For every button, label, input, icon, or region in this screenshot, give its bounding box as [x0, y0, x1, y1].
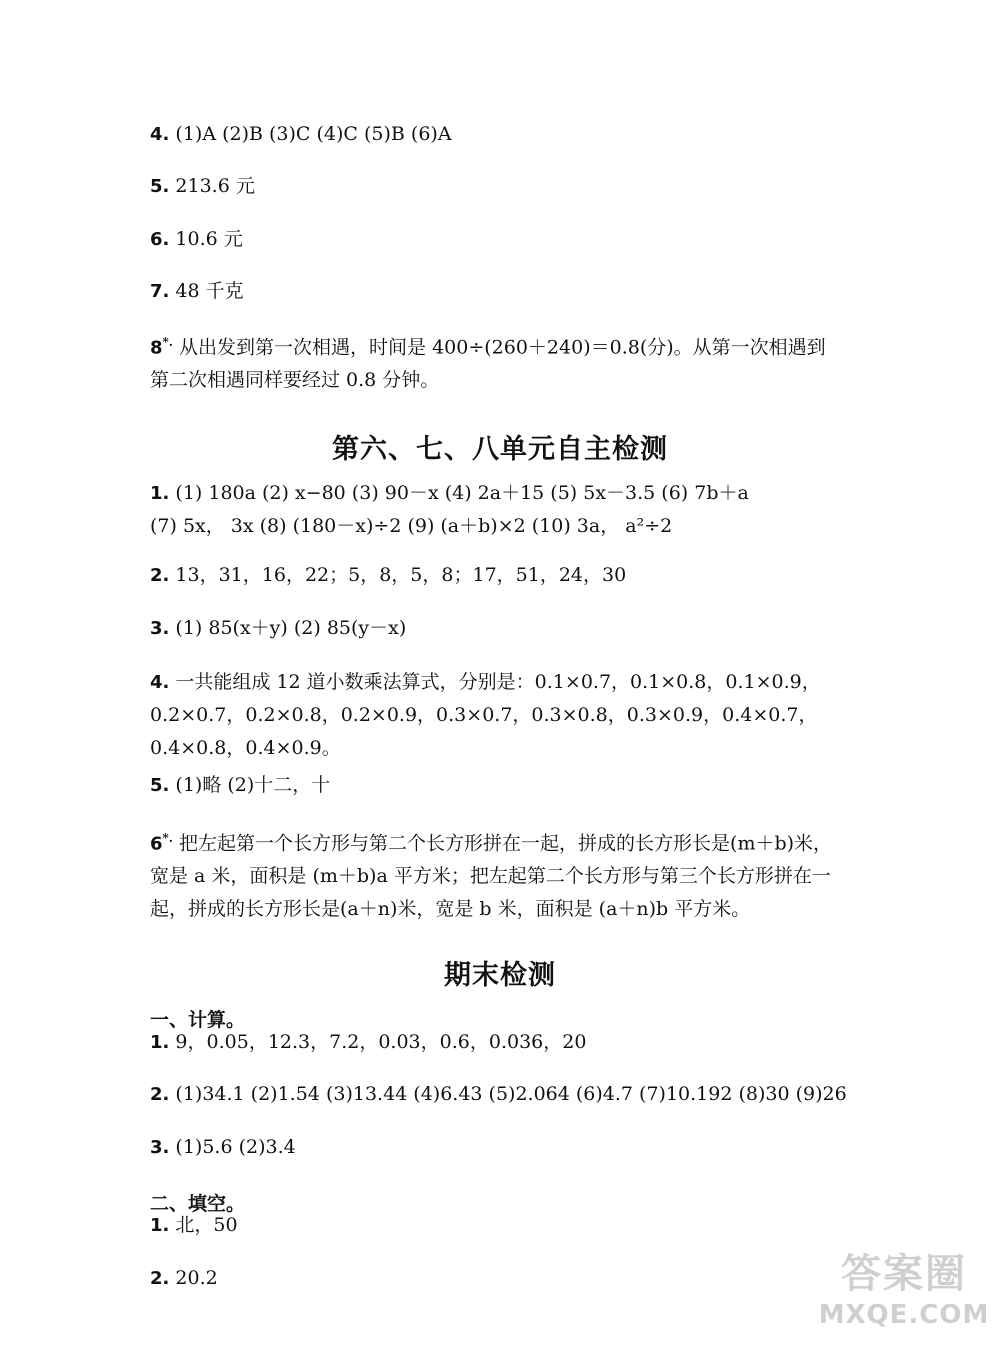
- item-number: 3.: [150, 1137, 170, 1158]
- challenge-star: *.: [162, 335, 173, 349]
- answer-b3: [150, 612, 860, 645]
- section-title-final-exam: 期末检测: [444, 960, 556, 991]
- item-number: 5.: [150, 176, 170, 197]
- item-text: (1) 180a (2) x−80 (3) 90－x (4) 2a＋15 (5) 5x－3.5 (6) 7b＋a: [175, 482, 749, 504]
- answer-a7: [150, 275, 860, 308]
- item-line: [150, 326, 860, 364]
- item-text: (1)34.1 (2)1.54 (3)13.44 (4)6.43 (5)2.064 (6)4.7 (7)10.192 (8)30 (9)26: [175, 1083, 847, 1105]
- item-line: [150, 822, 860, 860]
- answer-a5: [150, 170, 860, 203]
- item-number: 3.: [150, 618, 170, 639]
- item-number: 4.: [150, 672, 170, 693]
- answer-a8: [150, 326, 860, 397]
- answer-b4: [150, 666, 860, 765]
- item-line: 0.2×0.7，0.2×0.8，0.2×0.9，0.3×0.7，0.3×0.8，0.3×0.9，0.4×0.7，: [150, 704, 818, 726]
- answer-c1-3: [150, 1131, 860, 1164]
- item-text: 213.6 元: [175, 175, 255, 197]
- answer-b6: [150, 822, 860, 926]
- item-text: (1)A (2)B (3)C (4)C (5)B (6)A: [175, 123, 452, 145]
- item-line: [150, 666, 860, 699]
- section-title-unit-6-8: 第六、七、八单元自主检测: [332, 434, 668, 465]
- item-text: 10.6 元: [175, 228, 243, 250]
- item-text: 从出发到第一次相遇，时间是 400÷(260＋240)＝0.8(分)。从第一次相遇到: [179, 336, 826, 359]
- item-number: 1.: [150, 483, 170, 504]
- answer-c2-2: [150, 1262, 860, 1295]
- item-number: 1.: [150, 1215, 170, 1236]
- answer-c1-2: [150, 1078, 860, 1111]
- item-number: 7.: [150, 281, 170, 302]
- answer-c1-1: [150, 1026, 860, 1059]
- part-title-calculation: 一、计算。: [150, 1009, 246, 1031]
- answer-b2: [150, 559, 860, 592]
- item-line: (7) 5x， 3x (8) (180－x)÷2 (9) (a＋b)×2 (10) 3a， a²÷2: [150, 515, 673, 537]
- item-text: 把左起第一个长方形与第二个长方形拼在一起，拼成的长方形长是(m＋b)米，: [179, 832, 833, 855]
- item-number: 2.: [150, 1268, 170, 1289]
- item-number: 2.: [150, 1084, 170, 1105]
- answer-c2-1: [150, 1209, 860, 1242]
- item-text: (1) 85(x＋y) (2) 85(y－x): [175, 617, 407, 639]
- item-text: 北，50: [175, 1214, 238, 1236]
- answer-b5: [150, 769, 860, 802]
- item-line: 宽是 a 米，面积是 (m＋b)a 平方米；把左起第二个长方形与第三个长方形拼在一: [150, 865, 831, 888]
- part-title-fill-blank: 二、填空。: [150, 1193, 246, 1215]
- item-number: 5.: [150, 775, 170, 796]
- item-line: [150, 477, 860, 510]
- answer-a4: [150, 118, 860, 151]
- item-line: 第二次相遇同样要经过 0.8 分钟。: [150, 369, 440, 392]
- item-text: 一共能组成 12 道小数乘法算式，分别是：0.1×0.7，0.1×0.8，0.1×0.9，: [175, 671, 821, 693]
- item-text: 9，0.05，12.3，7.2，0.03，0.6，0.036，20: [175, 1031, 587, 1053]
- item-text: (1)略 (2)十二，十: [175, 774, 331, 796]
- item-text: 20.2: [175, 1267, 218, 1289]
- item-text: 48 千克: [175, 280, 244, 302]
- item-text: (1)5.6 (2)3.4: [175, 1136, 296, 1158]
- item-number: 2.: [150, 565, 170, 586]
- item-text: 13，31，16，22；5，8，5，8；17，51，24，30: [175, 564, 627, 586]
- item-number: 4.: [150, 124, 170, 145]
- answer-b1: [150, 477, 860, 543]
- watermark-text: 答案圈: [841, 1251, 967, 1297]
- item-line: 起，拼成的长方形长是(a＋n)米，宽是 b 米，面积是 (a＋n)b 平方米。: [150, 898, 751, 921]
- watermark-logo: [818, 1250, 990, 1342]
- item-line: 0.4×0.8，0.4×0.9。: [150, 737, 341, 759]
- answer-a6: [150, 223, 860, 256]
- watermark-url: MXQE.COM: [818, 1300, 990, 1330]
- item-number: 6.: [150, 229, 170, 250]
- item-number: 6: [150, 833, 163, 855]
- item-number: 1.: [150, 1032, 170, 1053]
- challenge-star: *.: [162, 831, 173, 845]
- item-number: 8: [150, 337, 163, 359]
